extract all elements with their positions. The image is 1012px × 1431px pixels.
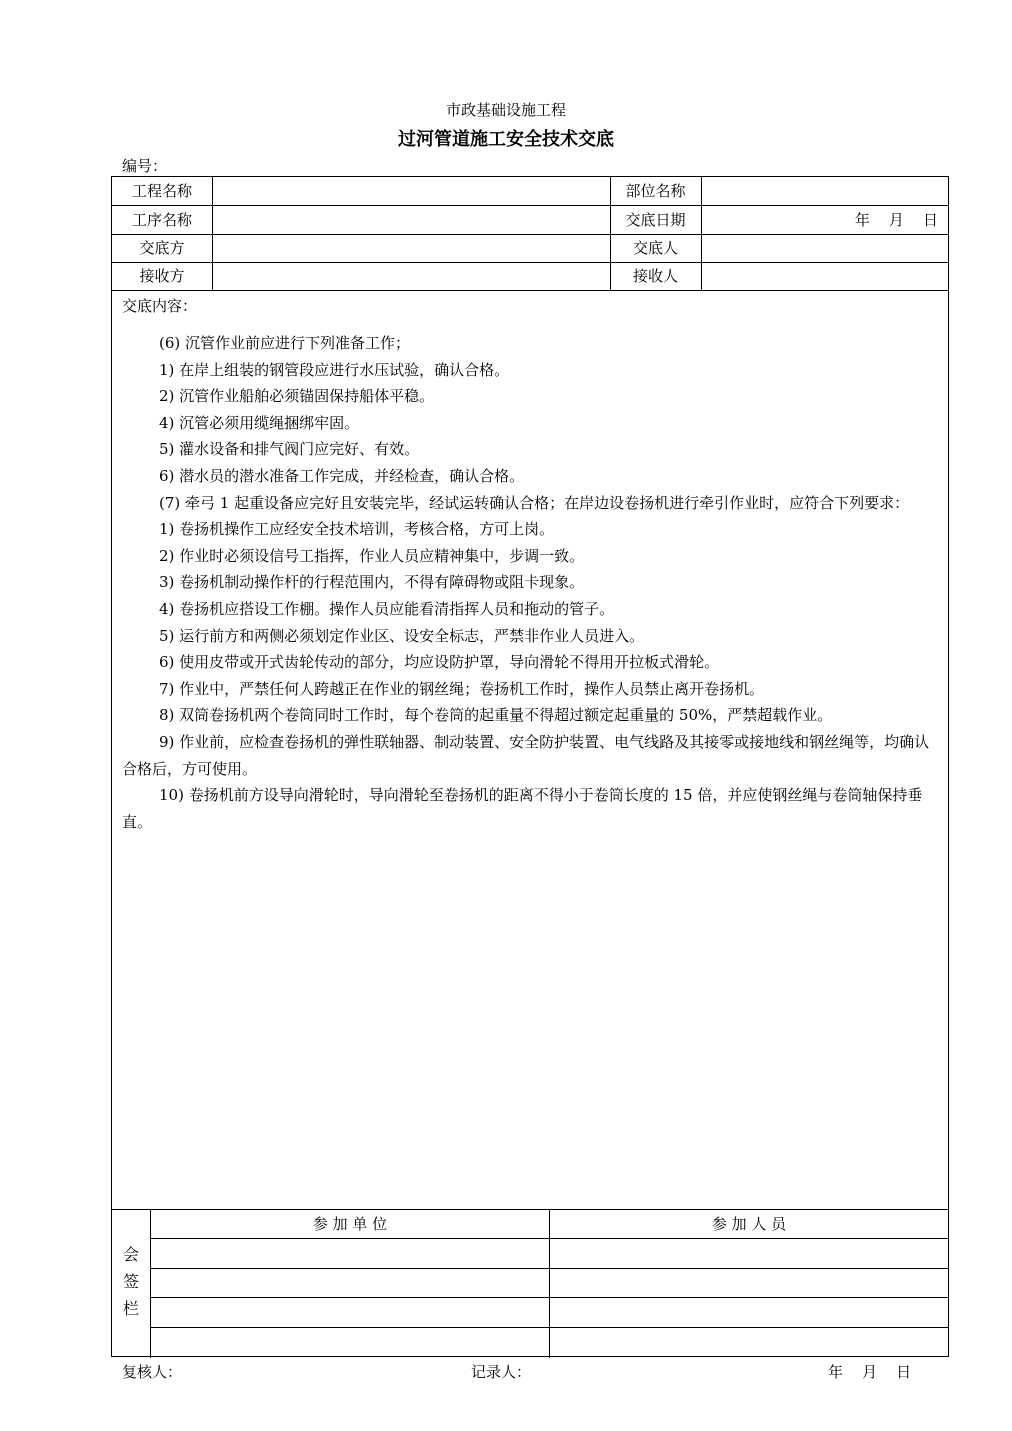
briefing-date-label: 交底日期	[625, 211, 686, 229]
content-paragraph: 10) 卷扬机前方设导向滑轮时，导向滑轮至卷扬机的距离不得小于卷筒长度的 15 倍，并应使钢丝绳与卷筒轴保持垂直。	[122, 786, 923, 831]
form-frame	[111, 176, 949, 1357]
document-subtitle: 市政基础设施工程	[445, 101, 566, 119]
unit-field[interactable]	[151, 1328, 549, 1356]
receiver-label: 接收人	[632, 267, 678, 285]
content-paragraph: 3) 卷扬机制动操作杆的行程范围内，不得有障碍物或阻卡现象。	[159, 573, 585, 592]
receiver-field[interactable]	[702, 262, 948, 290]
briefing-date-field[interactable]: 年 月 日	[854, 211, 938, 229]
participating-unit-header: 参 加 单 位	[312, 1215, 388, 1233]
content-paragraph: 6) 使用皮带或开式齿轮传动的部分，均应设防护罩，导向滑轮不得用开拉板式滑轮。	[159, 653, 720, 672]
content-paragraph: 7) 作业中，严禁任何人跨越正在作业的钢丝绳；卷扬机工作时，操作人员禁止离开卷扬机。	[159, 679, 765, 698]
footer-date: 年 月 日	[828, 1363, 912, 1381]
process-name-field[interactable]	[213, 206, 610, 234]
participating-people-header: 参 加 人 员	[711, 1215, 787, 1233]
project-name-field[interactable]	[213, 177, 610, 205]
people-field[interactable]	[550, 1328, 948, 1356]
content-paragraph: 4) 卷扬机应搭设工作棚。操作人员应能看清指挥人员和拖动的管子。	[159, 599, 615, 618]
people-field[interactable]	[550, 1239, 948, 1267]
content-paragraph: 9) 作业前，应检查卷扬机的弹性联轴器、制动装置、安全防护装置、电气线路及其接零或接地线和钢丝绳等，均确认合格后，方可使用。	[122, 732, 930, 778]
process-name-label: 工序名称	[131, 211, 192, 229]
briefer-field[interactable]	[702, 234, 948, 262]
recorder-label: 记录人：	[471, 1363, 532, 1381]
content-paragraph: 2) 作业时必须设信号工指挥，作业人员应精神集中，步调一致。	[159, 546, 585, 565]
content-paragraph: 4) 沉管必须用缆绳捆绑牢固。	[159, 413, 360, 432]
briefer-label: 交底人	[632, 239, 678, 257]
unit-field[interactable]	[151, 1269, 549, 1297]
content-paragraph: (7) 牵弓 1 起重设备应完好且安装完毕，经试运转确认合格；在岸边设卷扬机进行牵引作业时，应符合下列要求：	[159, 493, 910, 512]
reviewer-label: 复核人：	[122, 1363, 183, 1381]
project-name-label: 工程名称	[131, 182, 192, 200]
people-field[interactable]	[550, 1298, 948, 1326]
content-label: 交底内容：	[122, 297, 198, 315]
sign-column-label	[112, 1209, 150, 1358]
content-paragraph: 8) 双筒卷扬机两个卷筒同时工作时，每个卷筒的起重量不得超过额定起重量的 50%，严禁超载作业。	[159, 706, 833, 725]
content-paragraph: 6) 潜水员的潜水准备工作完成，并经检查，确认合格。	[159, 466, 525, 485]
sign-column-char: 栏	[122, 1299, 139, 1318]
table-rule	[112, 290, 948, 291]
document-title: 过河管道施工安全技术交底	[398, 129, 614, 150]
content-body	[112, 330, 948, 835]
content-paragraph: 1) 卷扬机操作工应经安全技术培训，考核合格，方可上岗。	[159, 520, 555, 539]
content-paragraph: (6) 沉管作业前应进行下列准备工作；	[159, 334, 411, 352]
briefing-party-label: 交底方	[139, 239, 185, 257]
sign-column-char: 签	[122, 1272, 139, 1291]
content-paragraph: 2) 沉管作业船舶必须锚固保持船体平稳。	[159, 387, 435, 406]
people-field[interactable]	[550, 1269, 948, 1297]
unit-field[interactable]	[151, 1298, 549, 1326]
sign-column-char: 会	[122, 1245, 139, 1264]
receiving-party-field[interactable]	[213, 262, 610, 290]
briefing-party-field[interactable]	[213, 234, 610, 262]
serial-number-label: 编号：	[122, 157, 168, 175]
section-name-label: 部位名称	[625, 182, 686, 200]
content-paragraph: 1) 在岸上组装的钢管段应进行水压试验，确认合格。	[159, 360, 510, 379]
content-paragraph: 5) 运行前方和两侧必须划定作业区、设安全标志，严禁非作业人员进入。	[159, 626, 645, 645]
receiving-party-label: 接收方	[139, 267, 185, 285]
unit-field[interactable]	[151, 1239, 549, 1267]
section-name-field[interactable]	[702, 177, 948, 205]
content-paragraph: 5) 灌水设备和排气阀门应完好、有效。	[159, 440, 420, 459]
